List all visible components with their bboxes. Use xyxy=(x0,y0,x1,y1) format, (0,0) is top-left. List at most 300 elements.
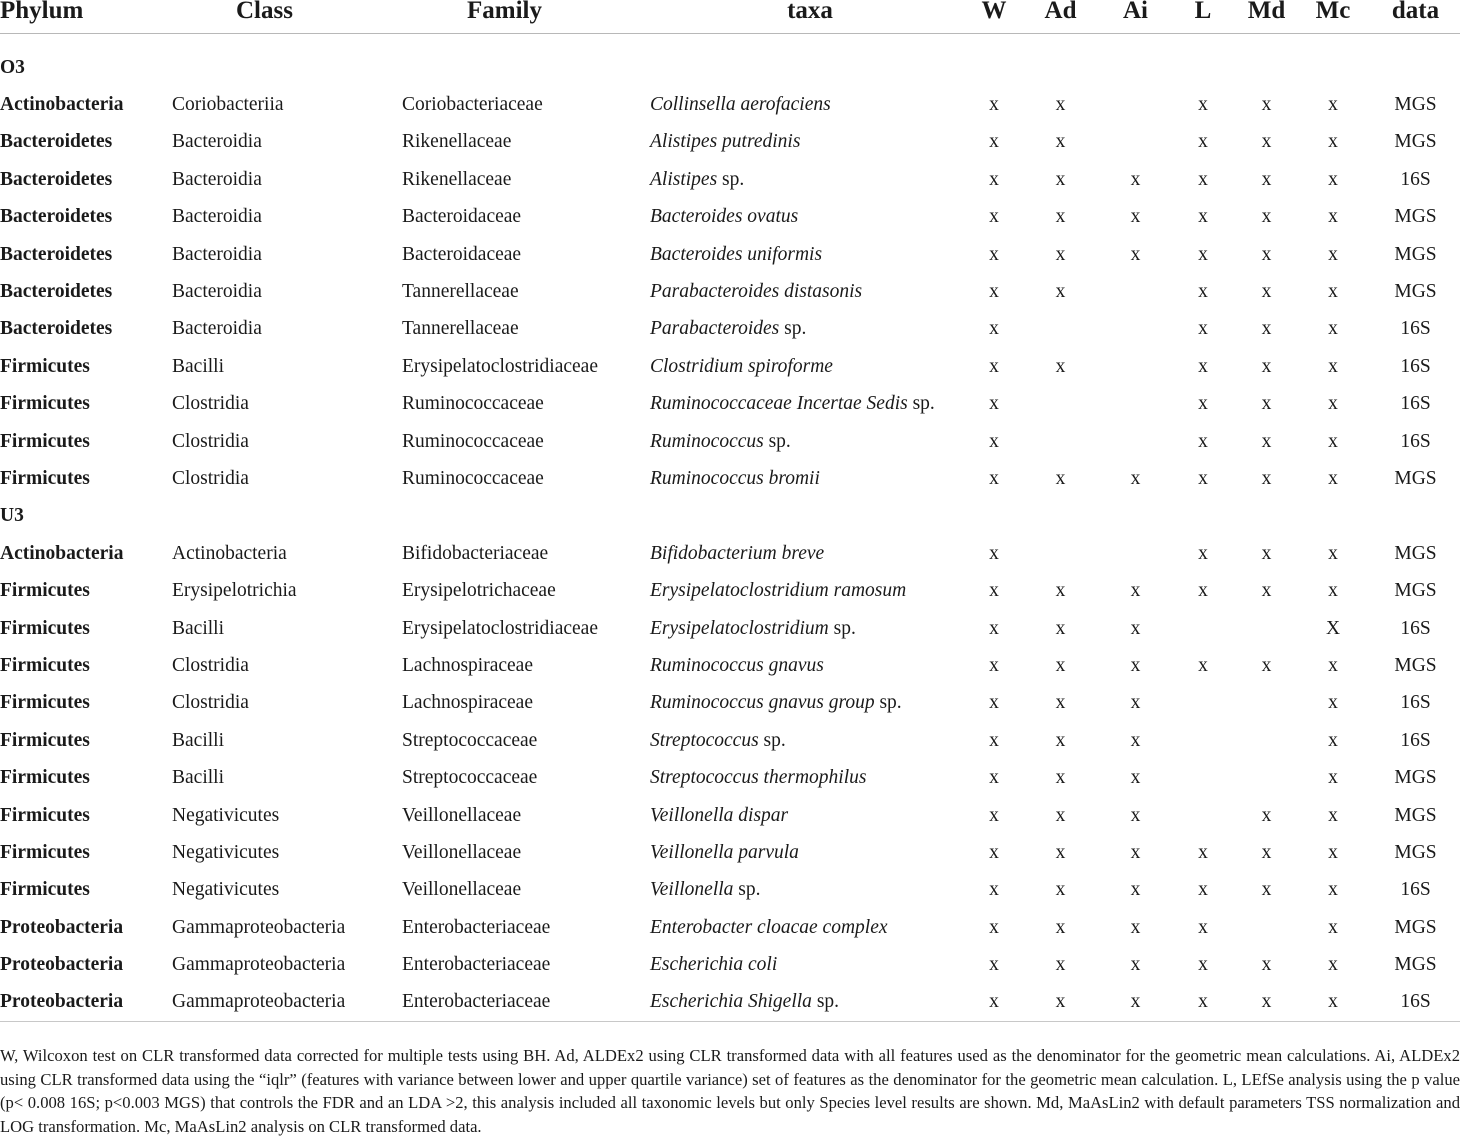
cell-phylum: Firmicutes xyxy=(0,804,90,826)
cell-data-source: MGS xyxy=(1394,206,1437,228)
cell-mc: x xyxy=(1328,654,1338,676)
taxa-name-italic: Veillonella dispar xyxy=(650,804,789,826)
cell-class: Negativicutes xyxy=(172,841,280,863)
cell-mc: x xyxy=(1295,984,1371,1022)
cell-class: Bacilli xyxy=(172,617,224,639)
cell-class: Bacteroidia xyxy=(172,318,262,340)
cell-w: x xyxy=(989,654,999,676)
taxa-name-italic: Ruminococcus gnavus group xyxy=(650,692,875,714)
cell-md: x xyxy=(1261,430,1272,452)
cell-family: Streptococcaceae xyxy=(402,729,538,751)
cell-l: x xyxy=(1198,430,1208,452)
taxa-suffix: sp. xyxy=(811,991,840,1013)
cell-md: x xyxy=(1261,654,1272,676)
header-mc: Mc xyxy=(1295,0,1371,34)
cell-phylum: Proteobacteria xyxy=(0,916,124,938)
group-label-row xyxy=(0,49,1460,86)
cell-class: Clostridia xyxy=(172,393,249,415)
cell-l: x xyxy=(1198,654,1208,676)
cell-taxa xyxy=(650,535,970,572)
cell-taxa xyxy=(650,834,970,871)
cell-mc: x xyxy=(1328,355,1338,377)
cell-md: x xyxy=(1261,168,1272,190)
cell-ad: x xyxy=(1055,804,1066,826)
header-ai: Ai xyxy=(1103,0,1168,34)
taxa-suffix: sp. xyxy=(828,617,856,639)
cell-mc: X xyxy=(1325,617,1341,639)
header-phylum: Phylum xyxy=(0,0,172,34)
cell-phylum: Bacteroidetes xyxy=(0,206,113,228)
cell-family: Erysipelatoclostridiaceae xyxy=(402,617,598,639)
cell-class: Negativicutes xyxy=(172,804,280,826)
taxa-name-italic: Clostridium spiroforme xyxy=(650,355,833,377)
cell-class: Erysipelotrichia xyxy=(172,580,297,602)
cell-mc: x xyxy=(1328,168,1338,190)
cell-taxa xyxy=(650,348,970,385)
cell-md: x xyxy=(1261,580,1272,602)
cell-w: x xyxy=(989,879,999,901)
cell-mc: x xyxy=(1328,131,1338,153)
cell-family: Enterobacteriaceae xyxy=(402,954,551,976)
cell-l: x xyxy=(1198,916,1208,938)
taxa-name-italic: Erysipelatoclostridium ramosum xyxy=(650,580,907,602)
cell-data-source: MGS xyxy=(1394,580,1437,602)
cell-mc: x xyxy=(1328,804,1338,826)
cell-phylum: Firmicutes xyxy=(0,692,90,714)
taxa-suffix: sp. xyxy=(779,318,807,340)
cell-w: x xyxy=(989,467,999,489)
cell-data-source: MGS xyxy=(1394,841,1437,863)
cell-family: Erysipelatoclostridiaceae xyxy=(402,355,598,377)
cell-ai xyxy=(1103,535,1168,572)
cell-md xyxy=(1238,909,1295,946)
cell-ai: x xyxy=(1103,984,1168,1022)
cell-w: x xyxy=(970,984,1018,1022)
cell-ai xyxy=(1103,273,1168,310)
taxa-name-italic: Ruminococcus gnavus xyxy=(650,654,824,676)
cell-data-source: MGS xyxy=(1394,767,1437,789)
cell-mc: x xyxy=(1328,94,1338,116)
cell-family: Ruminococcaceae xyxy=(402,430,544,452)
cell-ad xyxy=(1018,535,1103,572)
cell-w: x xyxy=(989,542,999,564)
cell-l xyxy=(1168,685,1238,722)
cell-taxa xyxy=(650,236,970,273)
cell-w: x xyxy=(989,206,999,228)
cell-l: x xyxy=(1198,243,1208,265)
cell-taxa xyxy=(650,909,970,946)
cell-mc: x xyxy=(1328,393,1338,415)
cell-class: Gammaproteobacteria xyxy=(172,984,402,1022)
cell-ad: x xyxy=(1055,954,1066,976)
cell-taxa xyxy=(650,647,970,684)
taxa-name-italic: Bacteroides uniformis xyxy=(650,243,823,265)
taxa-name-italic: Escherichia Shigella xyxy=(650,991,812,1013)
cell-ai: x xyxy=(1130,767,1141,789)
cell-data-source: 16S xyxy=(1400,692,1431,714)
cell-data-source: 16S xyxy=(1400,393,1431,415)
taxa-name-italic: Collinsella aerofaciens xyxy=(650,94,831,116)
cell-data-source: 16S xyxy=(1400,879,1431,901)
cell-phylum: Actinobacteria xyxy=(0,542,124,564)
taxa-name-italic: Escherichia coli xyxy=(650,954,778,976)
cell-ad: x xyxy=(1055,467,1066,489)
table-body xyxy=(0,34,1460,1022)
cell-w: x xyxy=(989,281,999,303)
cell-mc: x xyxy=(1328,318,1338,340)
cell-class: Bacilli xyxy=(172,355,224,377)
cell-ad xyxy=(1018,423,1103,460)
cell-mc: x xyxy=(1328,692,1338,714)
table-row xyxy=(0,909,1460,946)
cell-w: x xyxy=(989,318,999,340)
cell-ai xyxy=(1103,348,1168,385)
cell-l: x xyxy=(1198,94,1208,116)
header-md: Md xyxy=(1238,0,1295,34)
cell-ad: x xyxy=(1055,94,1066,116)
cell-family: Lachnospiraceae xyxy=(402,654,533,676)
table-row xyxy=(0,423,1460,460)
taxa-suffix: sp. xyxy=(874,692,902,714)
cell-data-source: MGS xyxy=(1394,467,1437,489)
header-l: L xyxy=(1168,0,1238,34)
cell-w: x xyxy=(989,916,999,938)
cell-ai: x xyxy=(1130,168,1141,190)
cell-phylum: Firmicutes xyxy=(0,580,90,602)
cell-class: Bacteroidia xyxy=(172,281,262,303)
cell-ai: x xyxy=(1130,841,1141,863)
cell-w: x xyxy=(989,954,999,976)
cell-l xyxy=(1168,797,1238,834)
cell-w: x xyxy=(989,580,999,602)
cell-data-source: 16S xyxy=(1400,729,1431,751)
cell-mc: x xyxy=(1328,729,1338,751)
cell-family: Erysipelotrichaceae xyxy=(402,580,556,602)
cell-w: x xyxy=(989,94,999,116)
cell-family: Coriobacteriaceae xyxy=(402,94,543,116)
taxa-name-italic: Ruminococcus bromii xyxy=(650,467,820,489)
table-row xyxy=(0,86,1460,123)
cell-mc: x xyxy=(1328,916,1338,938)
cell-class: Coriobacteriia xyxy=(172,94,284,116)
cell-w: x xyxy=(989,692,999,714)
cell-data-source: MGS xyxy=(1394,281,1437,303)
cell-md: x xyxy=(1238,984,1295,1022)
table-row xyxy=(0,311,1460,348)
cell-family: Tannerellaceae xyxy=(402,281,519,303)
cell-md: x xyxy=(1261,94,1272,116)
cell-data-source: MGS xyxy=(1394,916,1437,938)
cell-l: x xyxy=(1168,984,1238,1022)
cell-w: x xyxy=(989,243,999,265)
cell-l: x xyxy=(1198,131,1208,153)
cell-phylum: Bacteroidetes xyxy=(0,168,113,190)
cell-taxa xyxy=(650,86,970,123)
cell-phylum: Bacteroidetes xyxy=(0,281,113,303)
group-label-row xyxy=(0,498,1460,535)
taxa-name-italic: Veillonella parvula xyxy=(650,841,799,863)
cell-ai xyxy=(1103,124,1168,161)
cell-l: x xyxy=(1198,841,1208,863)
header-w: W xyxy=(970,0,1018,34)
cell-md: x xyxy=(1261,131,1272,153)
table-row xyxy=(0,984,1460,1022)
taxa-name-italic: Ruminococcus xyxy=(650,430,764,452)
table-row xyxy=(0,685,1460,722)
cell-md: x xyxy=(1261,318,1272,340)
cell-taxa xyxy=(650,199,970,236)
cell-w: x xyxy=(989,430,999,452)
cell-class: Clostridia xyxy=(172,692,249,714)
cell-data-source: 16S xyxy=(1400,617,1431,639)
cell-ad: x xyxy=(1055,841,1066,863)
cell-ad xyxy=(1018,386,1103,423)
cell-taxa xyxy=(650,685,970,722)
cell-family: Ruminococcaceae xyxy=(402,393,544,415)
cell-data-source: 16S xyxy=(1400,318,1431,340)
header-family: Family xyxy=(402,0,650,34)
cell-l: x xyxy=(1198,393,1208,415)
cell-ad: x xyxy=(1055,580,1066,602)
cell-md: x xyxy=(1261,804,1272,826)
taxa-suffix: sp. xyxy=(763,430,791,452)
cell-mc: x xyxy=(1328,281,1338,303)
cell-class: Gammaproteobacteria xyxy=(172,954,346,976)
cell-ai: x xyxy=(1130,916,1141,938)
cell-taxa xyxy=(650,423,970,460)
taxa-name-italic: Bifidobacterium breve xyxy=(650,542,825,564)
cell-l: x xyxy=(1198,206,1208,228)
table-row xyxy=(0,124,1460,161)
header-class: Class xyxy=(172,0,402,34)
cell-class: Gammaproteobacteria xyxy=(172,916,346,938)
cell-family: Streptococcaceae xyxy=(402,767,538,789)
taxa-suffix: sp. xyxy=(907,393,935,415)
cell-md: x xyxy=(1261,542,1272,564)
cell-md: x xyxy=(1261,243,1272,265)
cell-w: x xyxy=(989,729,999,751)
taxa-suffix: sp. xyxy=(717,168,745,190)
group-label: U3 xyxy=(0,505,24,527)
table-row xyxy=(0,273,1460,310)
taxa-name-italic: Enterobacter cloacae complex xyxy=(650,916,888,938)
cell-family: Bifidobacteriaceae xyxy=(402,542,549,564)
cell-taxa xyxy=(650,161,970,198)
cell-ai: x xyxy=(1130,206,1141,228)
cell-mc: x xyxy=(1328,767,1338,789)
cell-md xyxy=(1238,610,1295,647)
table-header-row xyxy=(0,0,1460,34)
cell-taxa xyxy=(650,273,970,310)
cell-class: Clostridia xyxy=(172,430,249,452)
cell-ad: x xyxy=(1055,355,1066,377)
cell-phylum: Firmicutes xyxy=(0,430,90,452)
table-row xyxy=(0,946,1460,983)
cell-ai xyxy=(1103,86,1168,123)
cell-taxa xyxy=(650,984,970,1022)
table-row xyxy=(0,872,1460,909)
cell-mc: x xyxy=(1328,206,1338,228)
cell-phylum: Bacteroidetes xyxy=(0,131,113,153)
cell-phylum: Firmicutes xyxy=(0,355,90,377)
cell-phylum: Actinobacteria xyxy=(0,94,124,116)
cell-w: x xyxy=(989,355,999,377)
taxa-name-italic: Parabacteroides xyxy=(650,318,780,340)
cell-class: Negativicutes xyxy=(172,879,280,901)
taxa-name-italic: Alistipes putredinis xyxy=(650,131,801,153)
taxa-name-italic: Alistipes xyxy=(650,168,718,190)
cell-ad: x xyxy=(1055,916,1066,938)
cell-family: Bacteroidaceae xyxy=(402,206,522,228)
cell-taxa xyxy=(650,872,970,909)
cell-ad xyxy=(1018,311,1103,348)
cell-l: x xyxy=(1198,467,1208,489)
cell-ad: x xyxy=(1055,617,1066,639)
cell-class: Clostridia xyxy=(172,654,249,676)
cell-md xyxy=(1238,722,1295,759)
cell-family: Veillonellaceae xyxy=(402,879,522,901)
cell-ad: x xyxy=(1055,168,1066,190)
cell-md xyxy=(1238,759,1295,796)
group-label: O3 xyxy=(0,56,25,78)
cell-ai: x xyxy=(1130,692,1141,714)
cell-w: x xyxy=(989,168,999,190)
cell-mc: x xyxy=(1328,580,1338,602)
table-row xyxy=(0,161,1460,198)
cell-mc: x xyxy=(1328,243,1338,265)
table-row xyxy=(0,236,1460,273)
taxa-name-italic: Bacteroides ovatus xyxy=(650,206,799,228)
cell-data-source: 16S xyxy=(1371,984,1460,1022)
cell-mc: x xyxy=(1328,879,1338,901)
taxa-name-italic: Veillonella xyxy=(650,879,734,901)
cell-md: x xyxy=(1261,879,1272,901)
cell-l xyxy=(1168,759,1238,796)
cell-ad: x xyxy=(1055,243,1066,265)
cell-class: Bacteroidia xyxy=(172,131,262,153)
cell-ai xyxy=(1103,386,1168,423)
cell-w: x xyxy=(989,393,999,415)
cell-phylum: Firmicutes xyxy=(0,617,90,639)
cell-taxa xyxy=(650,311,970,348)
cell-md: x xyxy=(1261,393,1272,415)
taxa-name-italic: Streptococcus thermophilus xyxy=(650,767,867,789)
header-ad: Ad xyxy=(1018,0,1103,34)
table-row xyxy=(0,535,1460,572)
cell-l: x xyxy=(1198,580,1208,602)
taxa-suffix: sp. xyxy=(758,729,786,751)
cell-data-source: MGS xyxy=(1394,654,1437,676)
cell-data-source: 16S xyxy=(1400,430,1431,452)
cell-data-source: MGS xyxy=(1394,243,1437,265)
table-row xyxy=(0,797,1460,834)
cell-taxa xyxy=(650,722,970,759)
table-row xyxy=(0,386,1460,423)
cell-w: x xyxy=(989,767,999,789)
cell-phylum: Bacteroidetes xyxy=(0,243,113,265)
cell-ai: x xyxy=(1130,654,1141,676)
cell-mc: x xyxy=(1328,841,1338,863)
cell-l xyxy=(1168,722,1238,759)
table-row xyxy=(0,834,1460,871)
cell-family: Bacteroidaceae xyxy=(402,243,522,265)
cell-data-source: MGS xyxy=(1394,131,1437,153)
cell-class: Bacteroidia xyxy=(172,206,262,228)
cell-phylum: Firmicutes xyxy=(0,729,90,751)
table-row xyxy=(0,199,1460,236)
cell-ad: x xyxy=(1018,984,1103,1022)
cell-ad: x xyxy=(1055,131,1066,153)
cell-md: x xyxy=(1261,355,1272,377)
cell-l: x xyxy=(1198,318,1208,340)
taxa-name-italic: Erysipelatoclostridium xyxy=(650,617,829,639)
cell-phylum: Firmicutes xyxy=(0,841,90,863)
taxa-name-italic: Parabacteroides distasonis xyxy=(650,281,863,303)
cell-phylum: Firmicutes xyxy=(0,654,90,676)
cell-ad: x xyxy=(1055,281,1066,303)
cell-l: x xyxy=(1198,281,1208,303)
header-data: data xyxy=(1371,0,1460,34)
cell-family: Veillonellaceae xyxy=(402,804,522,826)
cell-mc: x xyxy=(1328,467,1338,489)
cell-family: Enterobacteriaceae xyxy=(402,984,650,1022)
cell-taxa xyxy=(650,124,970,161)
cell-l: x xyxy=(1198,954,1208,976)
cell-ai: x xyxy=(1130,467,1141,489)
cell-class: Clostridia xyxy=(172,467,249,489)
cell-phylum: Firmicutes xyxy=(0,879,90,901)
cell-ai xyxy=(1103,423,1168,460)
cell-w: x xyxy=(989,617,999,639)
table-footnote: W, Wilcoxon test on CLR transformed data corrected for multiple tests using BH. Ad, ALDEx2 using CLR transformed data with all features used as the denominator for the geometric mean calculations. Ai, ALDEx2 using CLR transformed data using the “iqlr” (features with variance between lower and upper quartile variance) set of features as the denominator for the geometric mean calculation. L, LEfSe analysis using the p value (p< 0.008 16S; p<0.003 MGS) that controls the FDR and an LDA >2, this analysis included all taxonomic levels but only Species level results are shown. Md, MaAsLin2 with default parameters TSS normalization and LOG transformation. Mc, MaAsLin2 analysis on CLR transformed data. xyxy=(0,1046,1460,1136)
cell-taxa xyxy=(650,460,970,497)
cell-md: x xyxy=(1261,206,1272,228)
cell-l: x xyxy=(1198,168,1208,190)
cell-data-source: MGS xyxy=(1394,542,1437,564)
cell-family: Tannerellaceae xyxy=(402,318,519,340)
table-row xyxy=(0,722,1460,759)
cell-taxa xyxy=(650,797,970,834)
cell-ai: x xyxy=(1130,954,1141,976)
cell-ai: x xyxy=(1130,617,1141,639)
cell-mc: x xyxy=(1328,430,1338,452)
cell-phylum: Proteobacteria xyxy=(0,984,172,1022)
table-row xyxy=(0,647,1460,684)
cell-w: x xyxy=(989,131,999,153)
table-row xyxy=(0,572,1460,609)
cell-family: Ruminococcaceae xyxy=(402,467,544,489)
cell-l: x xyxy=(1198,355,1208,377)
cell-data-source: MGS xyxy=(1394,94,1437,116)
header-taxa: taxa xyxy=(650,0,970,34)
cell-family: Enterobacteriaceae xyxy=(402,916,551,938)
cell-md xyxy=(1238,685,1295,722)
cell-ai: x xyxy=(1130,879,1141,901)
cell-w: x xyxy=(989,841,999,863)
table-row xyxy=(0,348,1460,385)
table-row xyxy=(0,460,1460,497)
cell-l: x xyxy=(1198,542,1208,564)
taxa-suffix: sp. xyxy=(733,879,761,901)
cell-l: x xyxy=(1198,879,1208,901)
cell-ai: x xyxy=(1130,243,1141,265)
cell-ai: x xyxy=(1130,580,1141,602)
cell-family: Rikenellaceae xyxy=(402,168,512,190)
cell-class: Bacteroidia xyxy=(172,243,262,265)
cell-taxa xyxy=(650,946,970,983)
cell-family: Lachnospiraceae xyxy=(402,692,533,714)
cell-data-source: 16S xyxy=(1400,168,1431,190)
